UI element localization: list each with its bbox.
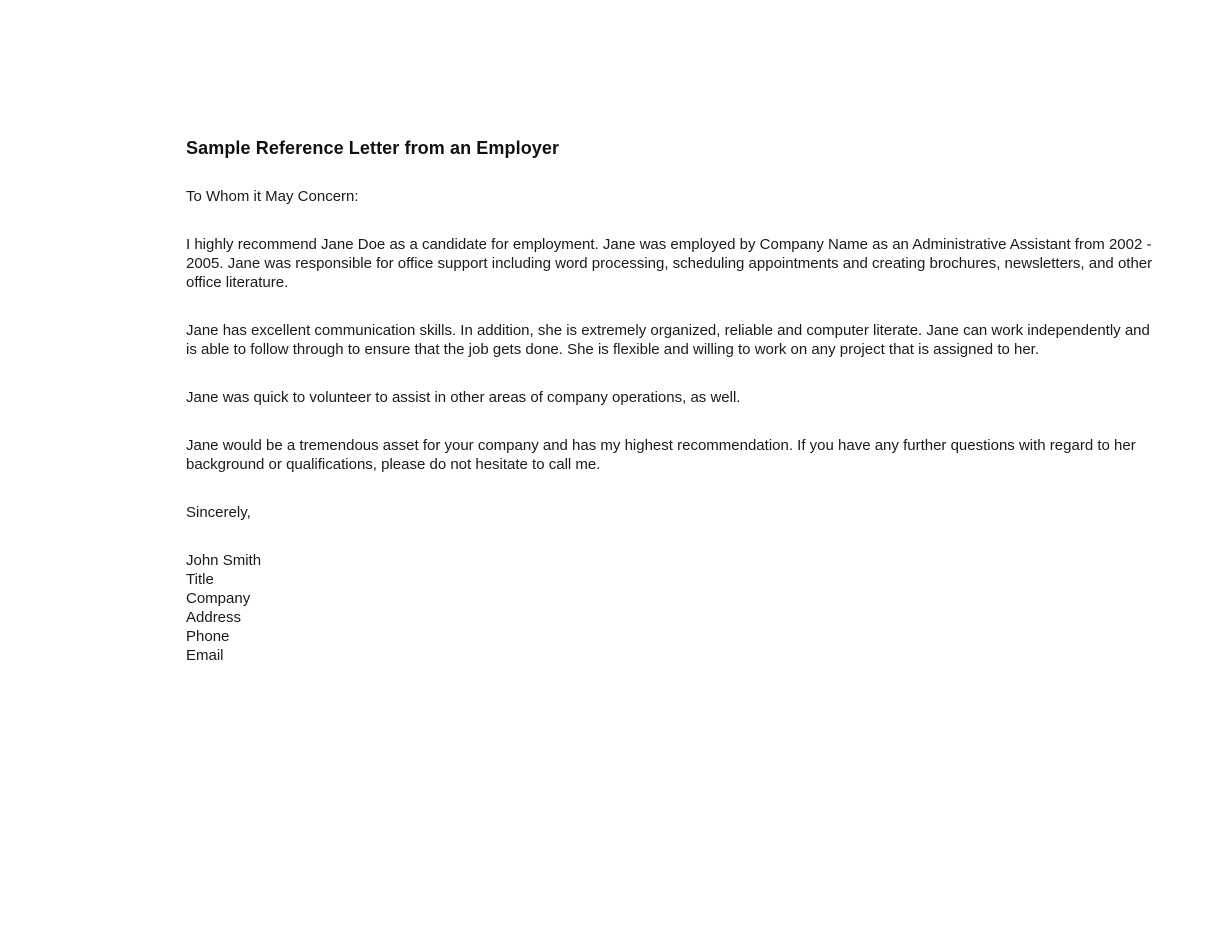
letter-paragraph-2: Jane has excellent communication skills. In addition, she is extremely organized, reliable and computer literate. Jane can work independently and is able to follow through to ensure that the job gets done. She is flexible and willing to work on any project that is assigned to her. <box>186 322 1150 358</box>
letter-paragraph-4: Jane would be a tremendous asset for your company and has my highest recommendation. If you have any further questions with regard to her background or qualifications, please do not hesitate to call me. <box>186 437 1136 473</box>
signature-phone: Phone <box>186 628 230 645</box>
letter-closing: Sincerely, <box>186 504 251 521</box>
signature-title: Title <box>186 571 214 588</box>
signature-company: Company <box>186 590 251 607</box>
signature-address: Address <box>186 609 242 626</box>
letter-salutation: To Whom it May Concern: <box>186 188 359 205</box>
signature-name: John Smith <box>186 552 262 569</box>
signature-email: Email <box>186 647 224 664</box>
letter-paragraph-3: Jane was quick to volunteer to assist in other areas of company operations, as well. <box>186 389 741 406</box>
reference-letter <box>186 137 1154 665</box>
signature-block <box>186 551 1154 665</box>
letter-title: Sample Reference Letter from an Employer <box>186 138 560 158</box>
letter-paragraph-1: I highly recommend Jane Doe as a candidate for employment. Jane was employed by Company Name as an Administrative Assistant from 2002 - 2005. Jane was responsible for office support including word processing, scheduling appointments and creating brochures, newsletters, and other office literature. <box>186 236 1153 291</box>
